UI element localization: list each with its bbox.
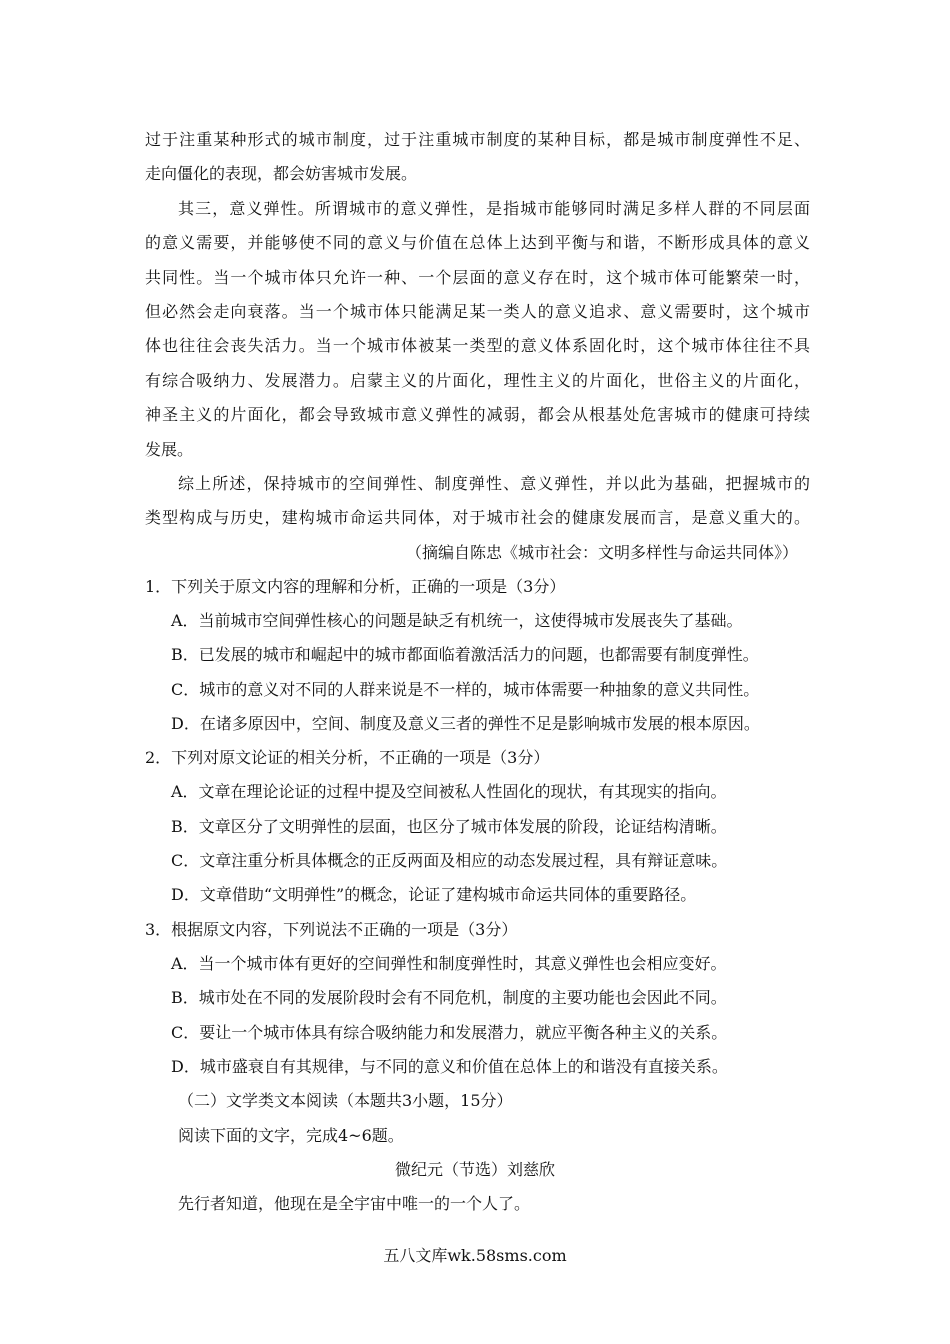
- story-first-line: 先行者知道，他现在是全宇宙中唯一的一个人了。: [178, 1194, 531, 1213]
- question-option: A．文章在理论论证的过程中提及空间被私人性固化的现状，有其现实的指向。: [171, 782, 727, 801]
- paragraph-line: 类型构成与历史，建构城市命运共同体，对于城市社会的健康发展而言，是意义重大的。: [145, 508, 810, 527]
- question-stem: 1．下列关于原文内容的理解和分析，正确的一项是（3分）: [145, 577, 566, 596]
- question-option: B．文章区分了文明弹性的层面，也区分了城市体发展的阶段，论证结构清晰。: [171, 817, 727, 836]
- question-option: C．文章注重分析具体概念的正反两面及相应的动态发展过程，具有辩证意味。: [171, 851, 728, 870]
- question-stem: 2．下列对原文论证的相关分析，不正确的一项是（3分）: [145, 748, 550, 767]
- question-option: C．城市的意义对不同的人群来说是不一样的，城市体需要一种抽象的意义共同性。: [171, 680, 760, 699]
- page-footer: 五八文库wk.58sms.com: [383, 1246, 567, 1265]
- paragraph-line: 但必然会走向衰落。当一个城市体只能满足某一类人的意义追求、意义需要时，这个城市: [145, 302, 810, 321]
- paragraph-line: 发展。: [145, 440, 194, 459]
- paragraph-line: 的意义需要，并能够使不同的意义与价值在总体上达到平衡与和谐，不断形成具体的意义: [145, 233, 810, 252]
- paragraph-line: 共同性。当一个城市体只允许一种、一个层面的意义存在时，这个城市体可能繁荣一时，: [145, 268, 810, 287]
- section-heading: （二）文学类文本阅读（本题共3小题，15分）: [178, 1091, 513, 1110]
- paragraph-line: 综上所述，保持城市的空间弹性、制度弹性、意义弹性，并以此为基础，把握城市的: [178, 474, 810, 493]
- paragraph-line: 其三，意义弹性。所谓城市的意义弹性，是指城市能够同时满足多样人群的不同层面: [178, 199, 810, 218]
- question-option: D．文章借助“文明弹性”的概念，论证了建构城市命运共同体的重要路径。: [171, 885, 697, 904]
- question-option: D．城市盛衰自有其规律，与不同的意义和价值在总体上的和谐没有直接关系。: [171, 1057, 728, 1076]
- question-stem: 3．根据原文内容，下列说法不正确的一项是（3分）: [145, 920, 518, 939]
- paragraph-line: 体也往往会丧失活力。当一个城市体被某一类型的意义体系固化时，这个城市体往往不具: [145, 336, 810, 355]
- question-option: B．已发展的城市和崛起中的城市都面临着激活活力的问题，也都需要有制度弹性。: [171, 645, 759, 664]
- story-title: 微纪元（节选）刘慈欣: [394, 1160, 555, 1179]
- paragraph-line: 有综合吸纳力、发展潜力。启蒙主义的片面化，理性主义的片面化，世俗主义的片面化，: [145, 371, 810, 390]
- paragraph-line: 走向僵化的表现，都会妨害城市发展。: [145, 164, 418, 183]
- question-option: A．当一个城市体有更好的空间弹性和制度弹性时，其意义弹性也会相应变好。: [171, 954, 727, 973]
- section-instruction: 阅读下面的文字，完成4~6题。: [178, 1126, 404, 1145]
- question-option: C．要让一个城市体具有综合吸纳能力和发展潜力，就应平衡各种主义的关系。: [171, 1023, 728, 1042]
- question-option: D．在诸多原因中，空间、制度及意义三者的弹性不足是影响城市发展的根本原因。: [171, 714, 760, 733]
- paragraph-line: 过于注重某种形式的城市制度，过于注重城市制度的某种目标，都是城市制度弹性不足、: [145, 130, 810, 149]
- question-option: B．城市处在不同的发展阶段时会有不同危机，制度的主要功能也会因此不同。: [171, 988, 727, 1007]
- paragraph-line: 神圣主义的片面化，都会导致城市意义弹性的减弱，都会从根基处危害城市的健康可持续: [145, 405, 810, 424]
- question-option: A．当前城市空间弹性核心的问题是缺乏有机统一，这使得城市发展丧失了基础。: [171, 611, 743, 630]
- article-source: （摘编自陈忠《城市社会：文明多样性与命运共同体》）: [405, 543, 798, 562]
